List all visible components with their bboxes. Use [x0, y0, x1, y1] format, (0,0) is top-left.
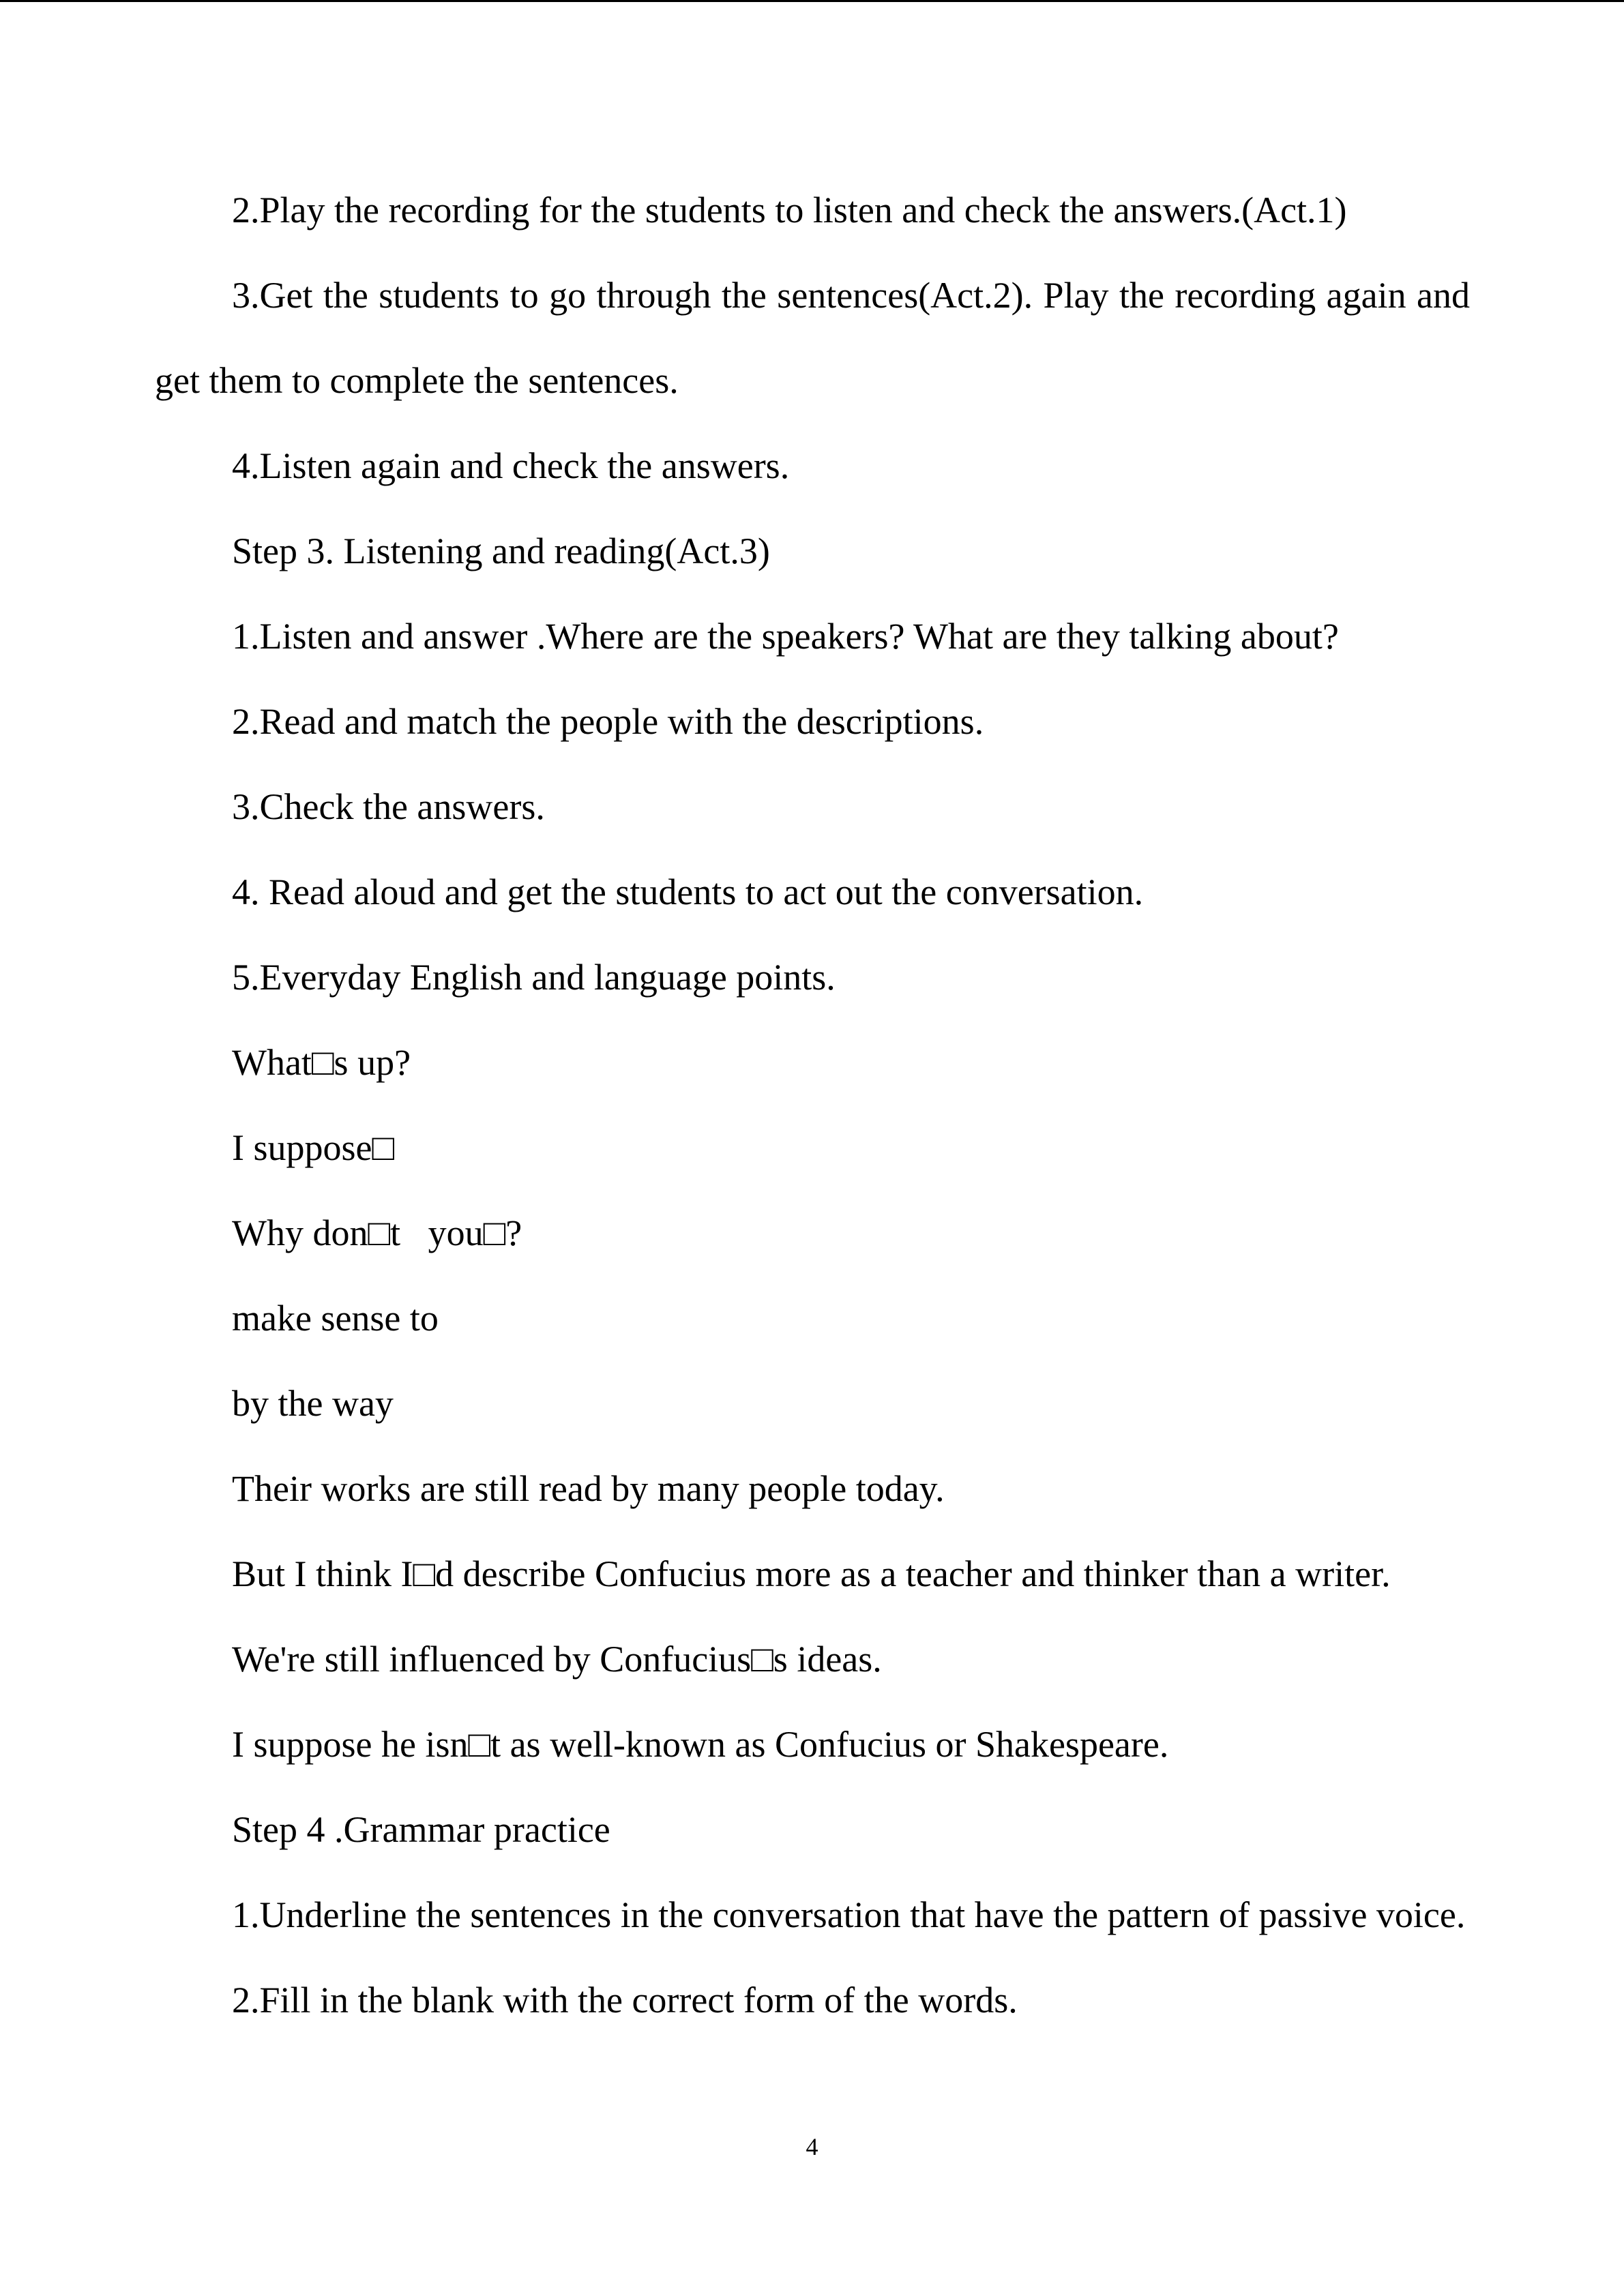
language-point: make sense to	[232, 1298, 439, 1339]
paragraph: 1.Listen and answer .Where are the speakers? What are they talking about?	[232, 616, 1339, 657]
language-point: by the way	[232, 1383, 394, 1424]
example-sentence: Their works are still read by many people today.	[232, 1468, 945, 1509]
page-top-border	[0, 0, 1624, 2]
language-point: Why don□t you□?	[232, 1212, 522, 1253]
paragraph: 2.Play the recording for the students to listen and check the answers.(Act.1)	[232, 190, 1347, 230]
paragraph: 4. Read aloud and get the students to act out the conversation.	[232, 871, 1144, 912]
paragraph: 2.Read and match the people with the descriptions.	[232, 701, 984, 742]
section-heading: Step 4 .Grammar practice	[232, 1809, 610, 1850]
paragraph: 3.Get the students to go through the sentences(Act.2). Play the recording again and get them to complete the sentences.	[155, 275, 1470, 401]
paragraph: 2.Fill in the blank with the correct form of the words.	[232, 1980, 1018, 2021]
example-sentence: I suppose he isn□t as well-known as Confucius or Shakespeare.	[232, 1724, 1169, 1765]
paragraph: 3.Check the answers.	[232, 786, 545, 827]
section-heading: Step 3. Listening and reading(Act.3)	[232, 531, 770, 571]
language-point: What□s up?	[232, 1042, 411, 1083]
paragraph: 5.Everyday English and language points.	[232, 957, 836, 998]
paragraph: 4.Listen again and check the answers.	[232, 445, 790, 486]
paragraph: 1.Underline the sentences in the conversation that have the pattern of passive voice.	[232, 1894, 1466, 1935]
document-body	[155, 168, 1470, 2043]
example-sentence: But I think I□d describe Confucius more as a teacher and thinker than a writer.	[232, 1553, 1391, 1594]
example-sentence: We're still influenced by Confucius□s ideas.	[232, 1639, 882, 1680]
language-point: I suppose□	[232, 1127, 395, 1168]
page-number: 4	[806, 2133, 818, 2160]
